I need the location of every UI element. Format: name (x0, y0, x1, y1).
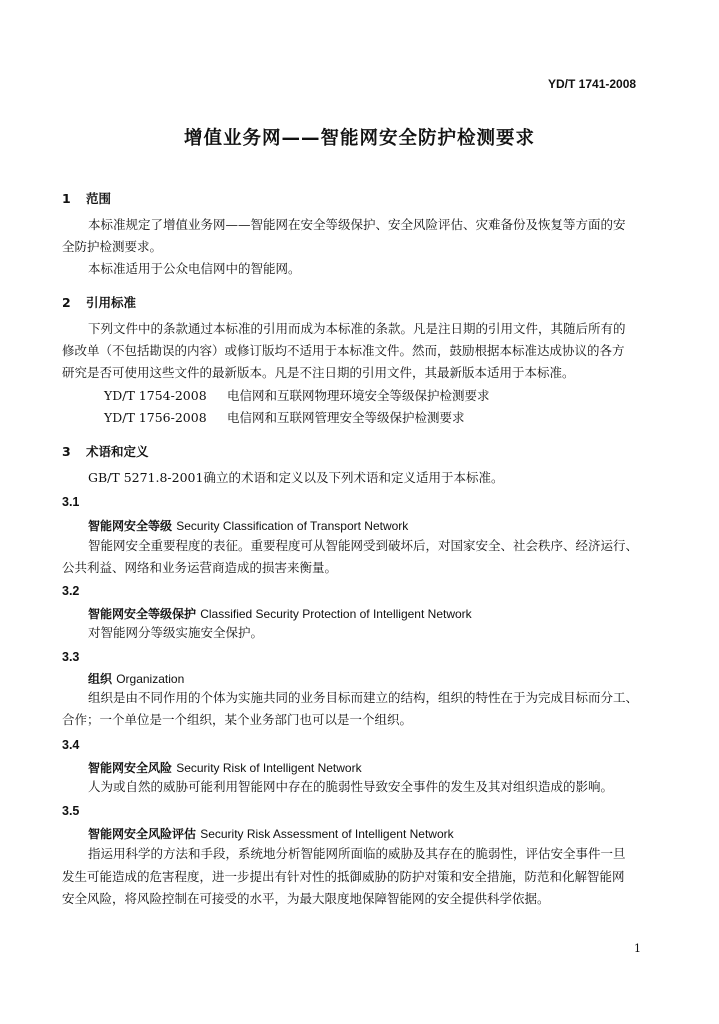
term-title (88, 517, 408, 534)
term-definition-line: 人为或自然的威胁可能利用智能网中存在的脆弱性导致安全事件的发生及其对组织造成的影响。 (88, 779, 614, 794)
term-title-en: Organization (116, 672, 185, 686)
reference-code: YD/T 1754-2008 (104, 388, 207, 403)
document-title: 增值业务网——智能网安全防护检测要求 (183, 128, 535, 149)
scope-para-2: 本标准适用于公众电信网中的智能网。 (88, 261, 301, 276)
reference-title: 电信网和互联网管理安全等级保护检测要求 (227, 410, 465, 425)
reference-code: YD/T 1756-2008 (104, 410, 207, 425)
term-number: 3.2 (62, 584, 80, 598)
section-1-heading (62, 189, 111, 207)
reference-title: 电信网和互联网物理环境安全等级保护检测要求 (227, 388, 490, 403)
reference-item (104, 412, 465, 425)
term-number: 3.5 (62, 804, 80, 818)
terms-intro: GB/T 5271.8-2001确立的术语和定义以及下列术语和定义适用于本标准。 (88, 470, 504, 485)
term-title-zh: 智能网安全风险评估 (88, 827, 197, 841)
term-title (88, 605, 472, 622)
term-number: 3.1 (62, 495, 80, 509)
term-definition-line: 安全风险，将风险控制在可接受的水平，为最大限度地保障智能网的安全提供科学依据。 (62, 891, 550, 906)
refs-para-line-1: 下列文件中的条款通过本标准的引用而成为本标准的条款。凡是注日期的引用文件，其随后所有的 (88, 321, 626, 336)
term-title-zh: 智能网安全等级 (88, 519, 173, 533)
term-definition-line: 组织是由不同作用的个体为实施共同的业务目标而建立的结构，组织的特性在于为完成目标而分工、 (88, 690, 639, 705)
term-title (88, 670, 184, 687)
term-title (88, 825, 454, 842)
section-number: 3 (62, 444, 71, 459)
section-2-heading (62, 293, 136, 311)
document-id: YD/T 1741-2008 (548, 77, 637, 91)
term-title-en: Security Classification of Transport Network (176, 519, 409, 533)
refs-para-line-3: 研究是否可使用这些文件的最新版本。凡是不注日期的引用文件，其最新版本适用于本标准。 (62, 365, 575, 380)
term-title (88, 759, 362, 776)
section-title: 范围 (86, 191, 112, 206)
section-title: 引用标准 (86, 295, 137, 310)
term-title-en: Classified Security Protection of Intelligent Network (200, 607, 472, 621)
term-definition-line: 公共利益、网络和业务运营商造成的损害来衡量。 (62, 560, 338, 575)
term-title-en: Security Risk of Intelligent Network (176, 761, 362, 775)
section-number: 2 (62, 295, 71, 310)
section-title: 术语和定义 (86, 444, 149, 459)
term-title-en: Security Risk Assessment of Intelligent Network (200, 827, 454, 841)
term-title-zh: 智能网安全等级保护 (88, 607, 197, 621)
term-number: 3.4 (62, 738, 80, 752)
scope-para-1-line-2: 全防护检测要求。 (62, 239, 163, 254)
term-definition-line: 对智能网分等级实施安全保护。 (88, 625, 264, 640)
refs-para-line-2: 修改单（不包括勘误的内容）或修订版均不适用于本标准文件。然而，鼓励根据本标准达成协议的各方 (62, 343, 625, 358)
term-number: 3.3 (62, 650, 80, 664)
term-title-zh: 组织 (88, 672, 113, 686)
section-number: 1 (62, 191, 71, 206)
section-3-heading (62, 442, 149, 460)
term-definition-line: 发生可能造成的危害程度，进一步提出有针对性的抵御威胁的防护对策和安全措施，防范和化解智能网 (62, 869, 625, 884)
term-definition-line: 合作；一个单位是一个组织，某个业务部门也可以是一个组织。 (62, 712, 413, 727)
reference-item (104, 390, 490, 403)
term-definition-line: 智能网安全重要程度的表征。重要程度可从智能网受到破坏后，对国家安全、社会秩序、经济运行、 (88, 538, 639, 553)
term-definition-line: 指运用科学的方法和手段，系统地分析智能网所面临的威胁及其存在的脆弱性，评估安全事件一旦 (88, 846, 626, 861)
scope-para-1-line-1: 本标准规定了增值业务网——智能网在安全等级保护、安全风险评估、灾难备份及恢复等方面的安 (88, 217, 626, 232)
term-title-zh: 智能网安全风险 (88, 761, 173, 775)
page-number: 1 (634, 942, 641, 955)
